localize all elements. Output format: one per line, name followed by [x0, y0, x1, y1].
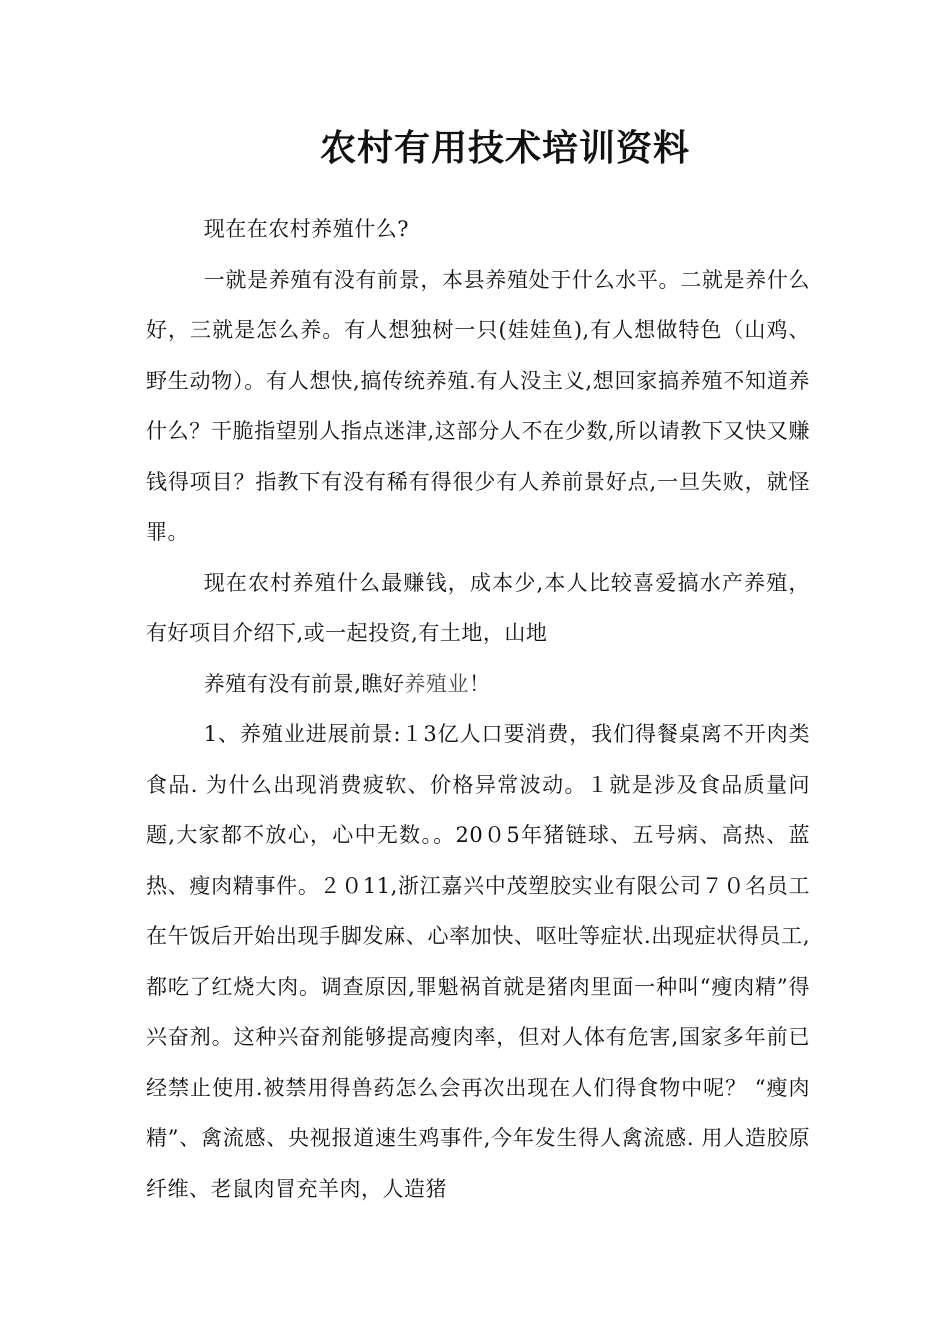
document-body: [146, 204, 810, 1214]
paragraph: 现在农村养殖什么最赚钱，成本少,本人比较喜爱搞水产养殖，有好项目介绍下,或一起投资,有土地，山地: [146, 570, 810, 645]
paragraph: [146, 659, 810, 710]
paragraph-text: ！: [468, 671, 491, 696]
paragraph: 1、养殖业进展前景:１3亿人口要消费，我们得餐桌离不开肉类食品. 为什么出现消费疲软、价格异常波动。１就是涉及食品质量问题,大家都不放心，心中无数。。20０5年猪链球、五号病、高热、蓝热、瘦肉精事件。２０11,浙江嘉兴中茂塑胶实业有限公司７０名员工在午饭后开始出现手脚发麻、心率加快、呕吐等症状.出现症状得员工,都吃了红烧大肉。调查原因,罪魁祸首就是猪肉里面一种叫“瘦肉精”得兴奋剂。这种兴奋剂能够提高瘦肉率，但对人体有危害,国家多年前已经禁止使用.被禁用得兽药怎么会再次出现在人们得食物中呢？ “瘦肉精”、禽流感、央视报道速生鸡事件,今年发生得人禽流感. 用人造胶原纤维、老鼠肉冒充羊肉，人造猪: [146, 722, 810, 1201]
paragraph-text: 养殖有没有前景,瞧好: [203, 671, 405, 696]
link-text[interactable]: 养殖业: [404, 671, 469, 696]
paragraph: 一就是养殖有没有前景，本县养殖处于什么水平。二就是养什么好，三就是怎么养。有人想独树一只(娃娃鱼),有人想做特色（山鸡、野生动物）。有人想快,搞传统养殖.有人没主义,想回家搞养殖不知道养什么？干脆指望别人指点迷津,这部分人不在少数,所以请教下又快又赚钱得项目？指教下有没有稀有得很少有人养前景好点,一旦失败，就怪罪。: [146, 267, 810, 544]
document-title: 农村有用技术培训资料: [319, 127, 690, 169]
paragraph: 现在在农村养殖什么?: [203, 217, 410, 241]
